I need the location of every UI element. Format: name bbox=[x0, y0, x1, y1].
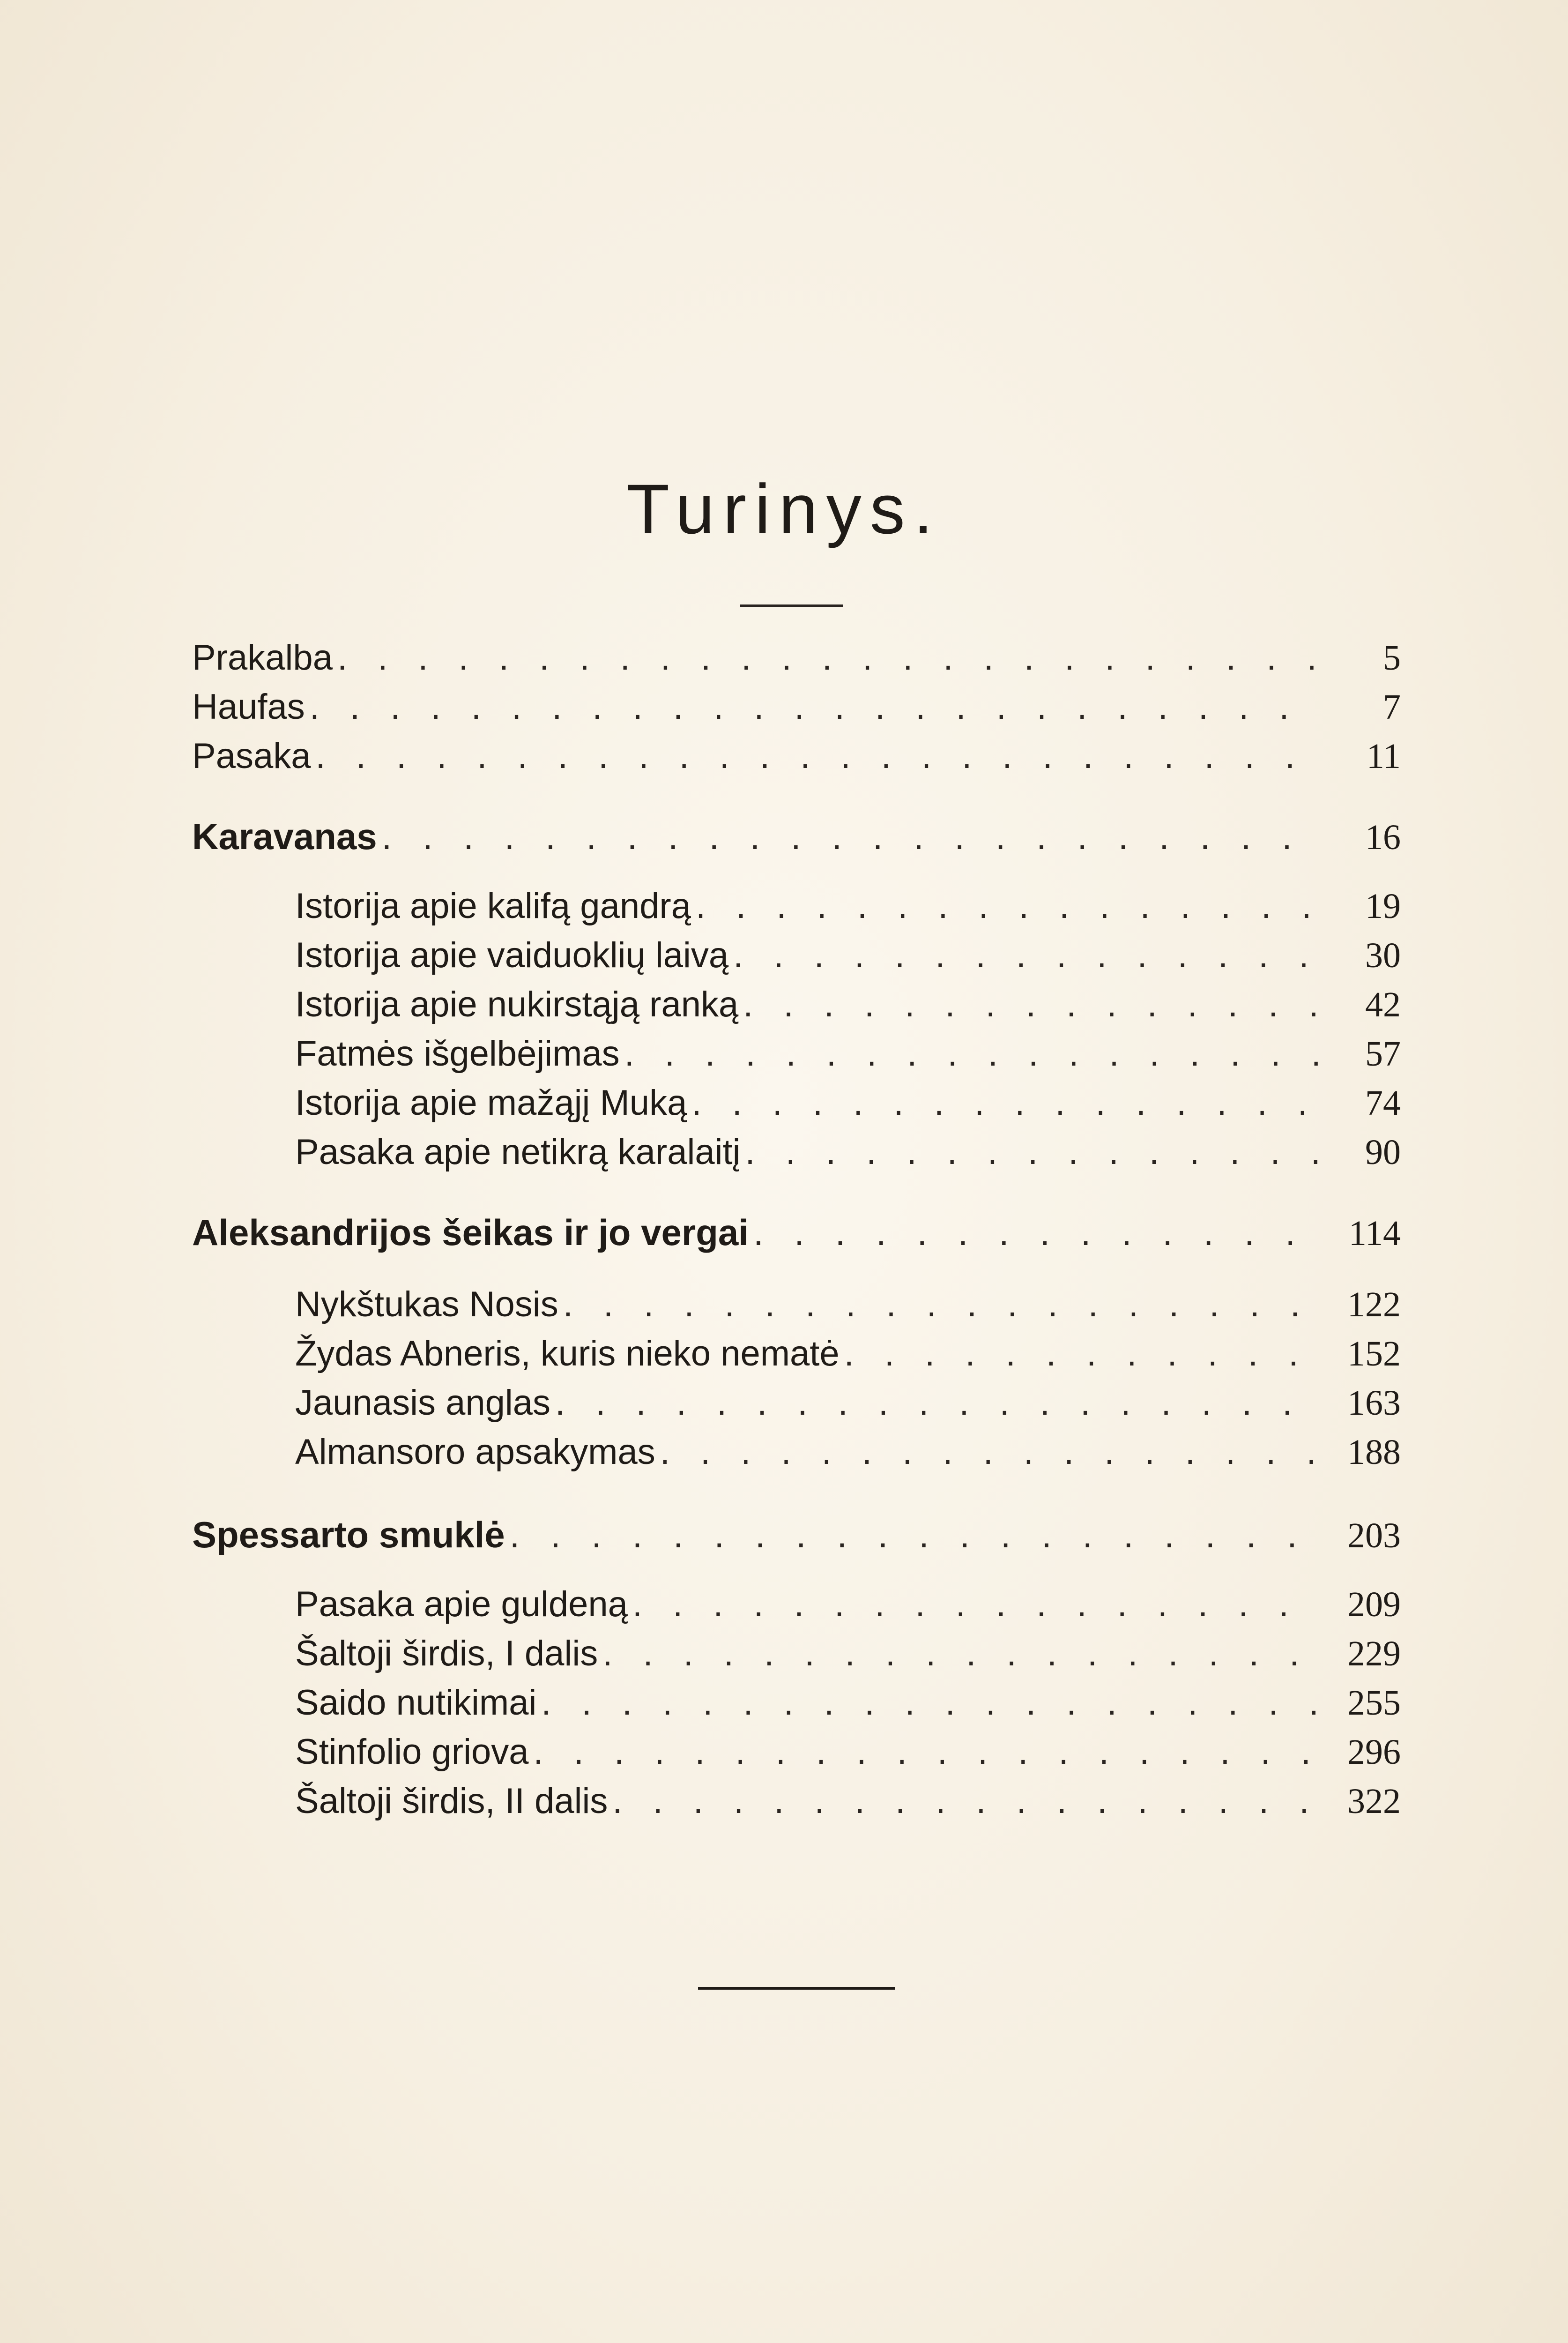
toc-item-label: Nykštukas Nosis bbox=[295, 1284, 558, 1324]
toc-section-label: Spessarto smuklė bbox=[192, 1514, 505, 1555]
toc-entry-page: 5 bbox=[1383, 638, 1401, 678]
toc-section-label: Karavanas bbox=[192, 816, 377, 857]
toc-entry-label: Prakalba bbox=[192, 638, 333, 678]
dot-leader bbox=[691, 1082, 1318, 1123]
dot-leader bbox=[337, 637, 1318, 678]
dot-leader bbox=[541, 1682, 1318, 1723]
toc-section-label: Aleksandrijos šeikas ir jo vergai bbox=[192, 1212, 749, 1253]
title-divider bbox=[740, 604, 843, 607]
toc-item-page: 209 bbox=[1347, 1585, 1401, 1624]
toc-item-label: Istorija apie vaiduoklių laivą bbox=[295, 935, 729, 975]
toc-item-page: 255 bbox=[1347, 1683, 1401, 1723]
dot-leader bbox=[745, 1132, 1318, 1172]
toc-item-label: Žydas Abneris, kuris nieko nematė bbox=[295, 1334, 840, 1373]
toc-section-page: 16 bbox=[1365, 818, 1401, 857]
toc-item-label: Pasaka apie netikrą karalaitį bbox=[295, 1132, 741, 1172]
dot-leader bbox=[753, 1211, 1318, 1254]
dot-leader bbox=[660, 1432, 1318, 1472]
page-title: Turinys. bbox=[626, 470, 942, 548]
toc-item-label: Stinfolio griova bbox=[295, 1732, 529, 1772]
dot-leader bbox=[624, 1033, 1318, 1074]
toc-item[interactable] bbox=[295, 1584, 1401, 1633]
toc-item-label: Pasaka apie guldeną bbox=[295, 1584, 628, 1624]
toc-item[interactable] bbox=[295, 1082, 1401, 1132]
toc-item-page: 322 bbox=[1347, 1782, 1401, 1821]
dot-leader bbox=[733, 935, 1318, 976]
toc-item-label: Fatmės išgelbėjimas bbox=[295, 1034, 620, 1074]
toc-item[interactable] bbox=[295, 1781, 1401, 1830]
toc-item-label: Almansoro apsakymas bbox=[295, 1432, 655, 1472]
toc-item-page: 188 bbox=[1347, 1433, 1401, 1472]
toc-item[interactable] bbox=[295, 1382, 1401, 1432]
toc-item-page: 57 bbox=[1365, 1034, 1401, 1074]
dot-leader bbox=[510, 1514, 1318, 1556]
toc-item-page: 296 bbox=[1347, 1732, 1401, 1772]
toc-item[interactable] bbox=[295, 1284, 1401, 1333]
toc-item-page: 122 bbox=[1347, 1285, 1401, 1324]
toc-item[interactable] bbox=[295, 935, 1401, 984]
toc-item-page: 19 bbox=[1365, 887, 1401, 926]
toc-item-label: Jaunasis anglas bbox=[295, 1383, 551, 1423]
dot-leader bbox=[696, 886, 1318, 926]
toc-item[interactable] bbox=[295, 1682, 1401, 1731]
dot-leader bbox=[612, 1781, 1318, 1821]
toc-entry-page: 7 bbox=[1383, 687, 1401, 727]
toc-item[interactable] bbox=[295, 1132, 1401, 1181]
toc-entry-page: 11 bbox=[1366, 737, 1401, 776]
toc-item[interactable] bbox=[295, 1633, 1401, 1682]
toc-item-label: Šaltoji širdis, II dalis bbox=[295, 1781, 608, 1821]
toc-item[interactable] bbox=[295, 1033, 1401, 1082]
closing-rule bbox=[698, 1987, 895, 1990]
toc-item[interactable] bbox=[295, 1333, 1401, 1382]
toc-item-page: 152 bbox=[1347, 1334, 1401, 1373]
toc-entry-haufas[interactable] bbox=[192, 686, 1401, 736]
dot-leader bbox=[310, 686, 1318, 727]
dot-leader bbox=[555, 1382, 1318, 1423]
toc-entry-pasaka[interactable] bbox=[192, 736, 1401, 785]
dot-leader bbox=[316, 736, 1319, 776]
toc-item-label: Istorija apie mažąjį Muką bbox=[295, 1083, 687, 1123]
toc-item-label: Istorija apie kalifą gandrą bbox=[295, 886, 691, 926]
toc-item-page: 163 bbox=[1347, 1383, 1401, 1423]
toc-entry-prakalba[interactable] bbox=[192, 637, 1401, 686]
dot-leader bbox=[632, 1584, 1318, 1625]
toc-item-page: 30 bbox=[1365, 936, 1401, 975]
toc-item-page: 74 bbox=[1365, 1083, 1401, 1123]
toc-entry-label: Pasaka bbox=[192, 736, 311, 776]
dot-leader bbox=[844, 1333, 1318, 1374]
toc-entry-label: Haufas bbox=[192, 687, 305, 727]
toc-item-page: 42 bbox=[1365, 985, 1401, 1024]
dot-leader bbox=[382, 815, 1318, 858]
toc-item[interactable] bbox=[295, 984, 1401, 1033]
dot-leader bbox=[563, 1284, 1318, 1325]
dot-leader bbox=[602, 1633, 1318, 1674]
toc-section-aleksandrijos-seikas[interactable] bbox=[192, 1211, 1401, 1261]
toc-section-page: 114 bbox=[1348, 1214, 1401, 1253]
toc-item-label: Istorija apie nukirstąją ranką bbox=[295, 985, 739, 1024]
toc-item-label: Šaltoji širdis, I dalis bbox=[295, 1634, 598, 1673]
toc-section-karavanas[interactable] bbox=[192, 815, 1401, 865]
toc-item[interactable] bbox=[295, 886, 1401, 935]
toc-item-label: Saido nutikimai bbox=[295, 1683, 537, 1723]
dot-leader bbox=[534, 1731, 1319, 1772]
toc-item-page: 90 bbox=[1365, 1133, 1401, 1172]
toc-item[interactable] bbox=[295, 1731, 1401, 1781]
toc-section-page: 203 bbox=[1347, 1516, 1401, 1555]
toc-item-page: 229 bbox=[1347, 1634, 1401, 1673]
toc-item[interactable] bbox=[295, 1432, 1401, 1481]
dot-leader bbox=[743, 984, 1318, 1025]
toc-section-spessarto-smukle[interactable] bbox=[192, 1514, 1401, 1563]
